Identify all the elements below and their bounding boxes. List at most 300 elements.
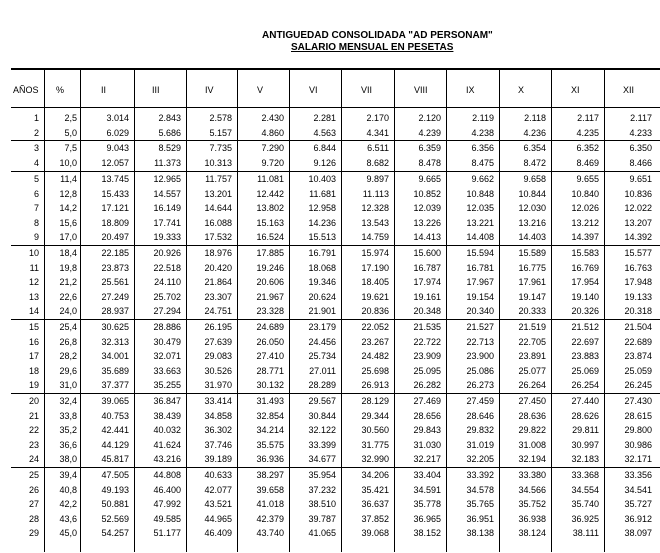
salary-cell: 31.019 xyxy=(466,439,494,450)
salary-cell: 37.852 xyxy=(361,513,389,524)
salary-cell: 26.282 xyxy=(413,380,441,391)
salary-cell: 25.561 xyxy=(101,277,129,288)
salary-cell: 19.333 xyxy=(153,232,181,243)
salary-cell: 33.404 xyxy=(413,470,441,480)
salary-cell: 13.226 xyxy=(413,217,441,228)
salary-cell: 27.430 xyxy=(624,396,652,406)
salary-cell: 20.348 xyxy=(413,306,441,317)
salary-cell: 31.008 xyxy=(518,439,546,450)
salary-cell: 20.624 xyxy=(308,291,336,302)
salary-cell: 38.439 xyxy=(153,410,181,421)
salary-cell: 14.413 xyxy=(413,232,441,243)
percent-cell: 22,6 xyxy=(59,291,77,302)
salary-cell: 3.014 xyxy=(106,113,129,123)
salary-cell: 29.822 xyxy=(518,425,546,436)
salary-cell: 29.843 xyxy=(413,425,441,436)
salary-cell: 11.373 xyxy=(154,157,181,168)
salary-cell: 23.883 xyxy=(571,351,599,362)
salary-cell: 35.689 xyxy=(101,365,129,376)
salary-cell: 27.450 xyxy=(518,396,546,406)
salary-cell: 23.900 xyxy=(466,351,494,362)
salary-cell: 15.583 xyxy=(571,248,599,258)
salary-cell: 30.844 xyxy=(308,410,336,421)
salary-cell: 36.637 xyxy=(361,499,389,510)
percent-cell: 17,0 xyxy=(59,232,77,243)
salary-cell: 33.380 xyxy=(518,470,546,480)
salary-cell: 27.011 xyxy=(309,365,336,376)
salary-cell: 17.974 xyxy=(413,277,441,288)
salary-cell: 7.290 xyxy=(261,143,284,153)
salary-cell: 32.122 xyxy=(308,425,336,436)
salary-cell: 32.071 xyxy=(153,351,181,362)
salary-cell: 20.318 xyxy=(624,306,652,317)
years-cell: 19 xyxy=(28,380,39,391)
salary-cell: 13.802 xyxy=(256,203,284,214)
salary-cell: 10.403 xyxy=(308,174,336,184)
table-rule xyxy=(80,68,81,552)
salary-cell: 2.170 xyxy=(366,113,389,123)
salary-cell: 16.791 xyxy=(308,248,336,258)
years-cell: 10 xyxy=(28,248,39,258)
salary-cell: 38.138 xyxy=(466,528,494,539)
salary-cell: 16.088 xyxy=(204,217,232,228)
column-header: XI xyxy=(571,85,580,95)
salary-cell: 10.836 xyxy=(624,188,652,199)
salary-cell: 23.179 xyxy=(308,322,336,332)
salary-cell: 29.811 xyxy=(572,425,599,436)
salary-cell: 18.809 xyxy=(101,217,129,228)
salary-cell: 23.328 xyxy=(256,306,284,317)
salary-cell: 34.578 xyxy=(466,484,494,495)
salary-cell: 28.937 xyxy=(101,306,129,317)
column-header: V xyxy=(257,85,264,95)
salary-cell: 34.206 xyxy=(361,470,389,480)
salary-cell: 34.858 xyxy=(204,410,232,421)
table-rule xyxy=(499,68,500,552)
salary-cell: 36.925 xyxy=(571,513,599,524)
salary-cell: 17.948 xyxy=(624,277,652,288)
salary-cell: 39.065 xyxy=(101,396,129,406)
percent-cell: 43,6 xyxy=(59,513,77,524)
salary-cell: 31.970 xyxy=(204,380,232,391)
salary-cell: 25.095 xyxy=(413,365,441,376)
salary-cell: 2.119 xyxy=(472,113,494,123)
salary-cell: 35.740 xyxy=(571,499,599,510)
salary-cell: 45.817 xyxy=(101,454,129,465)
salary-cell: 14.392 xyxy=(624,232,652,243)
percent-cell: 35,2 xyxy=(59,425,77,436)
salary-cell: 24.751 xyxy=(204,306,232,317)
salary-cell: 15.600 xyxy=(413,248,441,258)
percent-cell: 26,8 xyxy=(59,336,77,347)
column-header: XII xyxy=(623,85,635,95)
salary-cell: 8.466 xyxy=(629,157,652,168)
salary-cell: 11.081 xyxy=(257,174,284,184)
salary-cell: 44.808 xyxy=(153,470,181,480)
salary-cell: 30.625 xyxy=(101,322,129,332)
years-cell: 18 xyxy=(28,365,39,376)
salary-cell: 22.705 xyxy=(518,336,546,347)
salary-cell: 41.624 xyxy=(153,439,181,450)
salary-cell: 21.527 xyxy=(466,322,494,332)
salary-cell: 4.239 xyxy=(418,127,441,138)
salary-cell: 12.057 xyxy=(101,157,129,168)
salary-cell: 14.397 xyxy=(571,232,599,243)
salary-cell: 19.246 xyxy=(256,262,284,273)
salary-cell: 37.232 xyxy=(308,484,336,495)
salary-cell: 13.745 xyxy=(101,174,129,184)
salary-cell: 26.264 xyxy=(518,380,546,391)
salary-cell: 4.563 xyxy=(313,127,336,138)
salary-cell: 54.257 xyxy=(101,528,129,539)
salary-cell: 25.059 xyxy=(624,365,652,376)
salary-cell: 38.111 xyxy=(572,528,599,539)
salary-cell: 29.800 xyxy=(624,425,652,436)
salary-cell: 16.149 xyxy=(153,203,181,214)
salary-cell: 9.043 xyxy=(106,143,129,153)
salary-cell: 15.433 xyxy=(101,188,129,199)
salary-cell: 16.775 xyxy=(518,262,546,273)
salary-cell: 44.965 xyxy=(204,513,232,524)
salary-cell: 4.233 xyxy=(629,127,652,138)
salary-cell: 20.606 xyxy=(256,277,284,288)
salary-cell: 15.163 xyxy=(256,217,284,228)
salary-cell: 21.504 xyxy=(624,322,652,332)
salary-cell: 36.965 xyxy=(413,513,441,524)
salary-cell: 21.967 xyxy=(256,291,284,302)
salary-cell: 32.854 xyxy=(256,410,284,421)
salary-cell: 2.120 xyxy=(418,113,441,123)
salary-cell: 34.566 xyxy=(518,484,546,495)
salary-cell: 30.479 xyxy=(153,336,181,347)
page-subtitle: SALARIO MENSUAL EN PESETAS xyxy=(291,42,454,53)
salary-cell: 13.207 xyxy=(624,217,652,228)
percent-cell: 14,2 xyxy=(59,203,77,214)
salary-cell: 28.636 xyxy=(518,410,546,421)
salary-cell: 22.689 xyxy=(624,336,652,347)
salary-cell: 22.697 xyxy=(571,336,599,347)
years-cell: 9 xyxy=(33,232,39,243)
salary-cell: 17.954 xyxy=(571,277,599,288)
salary-cell: 12.030 xyxy=(518,203,546,214)
salary-cell: 25.734 xyxy=(308,351,336,362)
salary-cell: 2.843 xyxy=(158,113,181,123)
salary-cell: 26.254 xyxy=(571,380,599,391)
table-rule xyxy=(604,68,605,552)
years-cell: 6 xyxy=(33,188,39,199)
salary-cell: 28.656 xyxy=(413,410,441,421)
salary-cell: 6.844 xyxy=(313,143,336,153)
salary-cell: 46.400 xyxy=(153,484,181,495)
page-title: ANTIGUEDAD CONSOLIDADA "AD PERSONAM" xyxy=(262,30,493,41)
salary-cell: 16.524 xyxy=(256,232,284,243)
percent-cell: 12,8 xyxy=(59,188,77,199)
salary-cell: 6.029 xyxy=(106,127,129,138)
table-rule xyxy=(341,68,342,552)
salary-cell: 28.771 xyxy=(256,365,284,376)
salary-cell: 34.541 xyxy=(624,484,652,495)
salary-cell: 13.216 xyxy=(518,217,546,228)
salary-cell: 12.039 xyxy=(413,203,441,214)
years-cell: 27 xyxy=(28,499,39,510)
salary-cell: 16.769 xyxy=(571,262,599,273)
salary-cell: 19.147 xyxy=(518,291,546,302)
salary-cell: 22.518 xyxy=(153,262,181,273)
salary-cell: 4.236 xyxy=(523,127,546,138)
salary-cell: 39.068 xyxy=(361,528,389,539)
salary-cell: 12.022 xyxy=(624,203,652,214)
salary-cell: 43.740 xyxy=(256,528,284,539)
salary-cell: 17.532 xyxy=(204,232,232,243)
salary-cell: 34.591 xyxy=(413,484,441,495)
table-rule xyxy=(11,393,660,394)
salary-cell: 31.030 xyxy=(413,439,441,450)
salary-cell: 9.720 xyxy=(261,157,284,168)
salary-cell: 17.190 xyxy=(361,262,389,273)
salary-cell: 28.129 xyxy=(361,396,389,406)
salary-cell: 6.350 xyxy=(629,143,652,153)
salary-cell: 6.356 xyxy=(471,143,494,153)
table-rule xyxy=(11,467,660,468)
salary-cell: 29.344 xyxy=(361,410,389,421)
salary-cell: 30.560 xyxy=(361,425,389,436)
salary-cell: 4.235 xyxy=(576,127,599,138)
table-rule xyxy=(134,68,135,552)
salary-cell: 20.497 xyxy=(101,232,129,243)
salary-cell: 6.354 xyxy=(523,143,546,153)
salary-cell: 33.414 xyxy=(204,396,232,406)
salary-cell: 17.885 xyxy=(256,248,284,258)
salary-cell: 17.961 xyxy=(518,277,546,288)
salary-cell: 18.405 xyxy=(361,277,389,288)
salary-cell: 35.575 xyxy=(256,439,284,450)
salary-cell: 35.421 xyxy=(361,484,389,495)
salary-cell: 27.440 xyxy=(571,396,599,406)
salary-cell: 14.557 xyxy=(153,188,181,199)
years-cell: 23 xyxy=(28,439,39,450)
salary-cell: 38.124 xyxy=(518,528,546,539)
salary-cell: 21.519 xyxy=(518,322,546,332)
years-cell: 24 xyxy=(28,454,39,465)
salary-cell: 26.050 xyxy=(256,336,284,347)
salary-cell: 17.741 xyxy=(153,217,181,228)
salary-cell: 6.511 xyxy=(367,143,389,153)
salary-cell: 39.787 xyxy=(308,513,336,524)
salary-cell: 10.848 xyxy=(466,188,494,199)
salary-cell: 17.967 xyxy=(466,277,494,288)
salary-cell: 20.333 xyxy=(518,306,546,317)
salary-cell: 12.026 xyxy=(571,203,599,214)
salary-cell: 2.281 xyxy=(313,113,336,123)
years-cell: 26 xyxy=(28,484,39,495)
salary-cell: 33.392 xyxy=(466,470,494,480)
salary-cell: 23.873 xyxy=(101,262,129,273)
years-cell: 5 xyxy=(33,174,39,184)
table-rule xyxy=(289,68,290,552)
column-header: II xyxy=(101,85,107,95)
salary-cell: 32.313 xyxy=(101,336,129,347)
table-rule xyxy=(446,68,447,552)
salary-cell: 36.951 xyxy=(466,513,494,524)
salary-cell: 47.505 xyxy=(101,470,129,480)
salary-cell: 33.399 xyxy=(308,439,336,450)
salary-cell: 20.340 xyxy=(466,306,494,317)
salary-cell: 43.521 xyxy=(204,499,232,510)
salary-cell: 14.403 xyxy=(518,232,546,243)
percent-cell: 32,4 xyxy=(59,396,77,406)
table-rule xyxy=(394,68,395,552)
salary-cell: 22.185 xyxy=(101,248,129,258)
years-cell: 2 xyxy=(33,127,39,138)
percent-cell: 15,6 xyxy=(59,217,77,228)
salary-cell: 35.954 xyxy=(308,470,336,480)
salary-cell: 8.682 xyxy=(366,157,389,168)
salary-cell: 38.152 xyxy=(413,528,441,539)
salary-cell: 41.065 xyxy=(308,528,336,539)
column-header: IX xyxy=(466,85,475,95)
salary-cell: 15.594 xyxy=(466,248,494,258)
salary-cell: 5.157 xyxy=(209,127,232,138)
years-cell: 8 xyxy=(33,217,39,228)
salary-cell: 46.409 xyxy=(204,528,232,539)
salary-cell: 27.249 xyxy=(101,291,129,302)
salary-cell: 35.255 xyxy=(153,380,181,391)
percent-cell: 19,8 xyxy=(59,262,77,273)
salary-cell: 27.469 xyxy=(413,396,441,406)
salary-cell: 2.578 xyxy=(209,113,232,123)
salary-cell: 34.001 xyxy=(101,351,129,362)
salary-cell: 8.529 xyxy=(158,143,181,153)
salary-cell: 20.926 xyxy=(153,248,181,258)
salary-cell: 12.442 xyxy=(256,188,284,199)
years-cell: 28 xyxy=(28,513,39,524)
salary-cell: 4.860 xyxy=(261,127,284,138)
salary-cell: 33.356 xyxy=(624,470,652,480)
salary-cell: 49.585 xyxy=(153,513,181,524)
salary-cell: 15.974 xyxy=(361,248,389,258)
years-cell: 3 xyxy=(33,143,39,153)
salary-cell: 2.430 xyxy=(261,113,284,123)
salary-cell: 42.077 xyxy=(204,484,232,495)
salary-cell: 21.901 xyxy=(308,306,336,317)
salary-cell: 14.759 xyxy=(361,232,389,243)
salary-cell: 28.646 xyxy=(466,410,494,421)
salary-cell: 16.781 xyxy=(466,262,494,273)
salary-cell: 10.313 xyxy=(204,157,232,168)
column-header: VIII xyxy=(414,85,428,95)
percent-cell: 28,2 xyxy=(59,351,77,362)
salary-cell: 35.752 xyxy=(518,499,546,510)
column-header: AÑOS xyxy=(13,85,39,95)
years-cell: 15 xyxy=(28,322,39,332)
salary-cell: 37.377 xyxy=(101,380,129,391)
salary-cell: 49.193 xyxy=(101,484,129,495)
salary-cell: 18.068 xyxy=(308,262,336,273)
salary-cell: 27.459 xyxy=(466,396,494,406)
salary-cell: 27.294 xyxy=(153,306,181,317)
salary-cell: 16.763 xyxy=(624,262,652,273)
salary-cell: 29.832 xyxy=(466,425,494,436)
salary-cell: 25.086 xyxy=(466,365,494,376)
column-header: VII xyxy=(361,85,373,95)
salary-cell: 11.113 xyxy=(362,188,389,199)
salary-cell: 26.245 xyxy=(624,380,652,391)
salary-cell: 22.722 xyxy=(413,336,441,347)
salary-cell: 23.909 xyxy=(413,351,441,362)
salary-cell: 4.341 xyxy=(366,127,389,138)
column-header: III xyxy=(152,85,160,95)
years-cell: 14 xyxy=(28,306,39,317)
salary-cell: 15.577 xyxy=(624,248,652,258)
years-cell: 17 xyxy=(28,351,39,362)
salary-cell: 13.212 xyxy=(571,217,599,228)
salary-cell: 20.326 xyxy=(571,306,599,317)
table-rule xyxy=(11,68,660,70)
salary-cell: 28.289 xyxy=(308,380,336,391)
table-rule xyxy=(551,68,552,552)
salary-cell: 32.205 xyxy=(466,454,494,465)
salary-cell: 47.992 xyxy=(153,499,181,510)
salary-cell: 8.472 xyxy=(523,157,546,168)
salary-cell: 8.475 xyxy=(471,157,494,168)
percent-cell: 11,4 xyxy=(60,174,77,184)
percent-cell: 10,0 xyxy=(59,157,77,168)
salary-cell: 28.626 xyxy=(571,410,599,421)
salary-cell: 16.787 xyxy=(413,262,441,273)
salary-cell: 4.238 xyxy=(471,127,494,138)
percent-cell: 2,5 xyxy=(64,113,77,123)
salary-cell: 10.844 xyxy=(518,188,546,199)
salary-cell: 14.644 xyxy=(204,203,232,214)
salary-cell: 2.117 xyxy=(630,113,652,123)
salary-cell: 25.077 xyxy=(518,365,546,376)
salary-cell: 8.478 xyxy=(418,157,441,168)
salary-cell: 40.633 xyxy=(204,470,232,480)
salary-cell: 9.665 xyxy=(418,174,441,184)
salary-cell: 36.938 xyxy=(518,513,546,524)
salary-cell: 25.702 xyxy=(153,291,181,302)
years-cell: 1 xyxy=(33,113,39,123)
salary-cell: 35.765 xyxy=(466,499,494,510)
salary-cell: 25.698 xyxy=(361,365,389,376)
years-cell: 25 xyxy=(28,470,39,480)
salary-cell: 32.990 xyxy=(361,454,389,465)
percent-cell: 25,4 xyxy=(59,322,77,332)
salary-cell: 21.512 xyxy=(571,322,599,332)
salary-cell: 28.886 xyxy=(153,322,181,332)
percent-cell: 7,5 xyxy=(64,143,77,153)
salary-cell: 30.526 xyxy=(204,365,232,376)
years-cell: 13 xyxy=(28,291,39,302)
salary-cell: 11.757 xyxy=(205,174,232,184)
salary-cell: 25.069 xyxy=(571,365,599,376)
salary-cell: 22.052 xyxy=(361,322,389,332)
salary-cell: 44.129 xyxy=(101,439,129,450)
column-header: VI xyxy=(309,85,318,95)
years-cell: 4 xyxy=(33,157,39,168)
salary-cell: 12.035 xyxy=(466,203,494,214)
salary-cell: 14.408 xyxy=(466,232,494,243)
salary-cell: 36.302 xyxy=(204,425,232,436)
salary-cell: 19.140 xyxy=(571,291,599,302)
salary-cell: 24.456 xyxy=(308,336,336,347)
percent-cell: 18,4 xyxy=(59,248,77,258)
table-rule xyxy=(11,140,660,141)
salary-cell: 13.543 xyxy=(361,217,389,228)
years-cell: 21 xyxy=(28,410,39,421)
salary-cell: 35.727 xyxy=(624,499,652,510)
salary-cell: 23.874 xyxy=(624,351,652,362)
